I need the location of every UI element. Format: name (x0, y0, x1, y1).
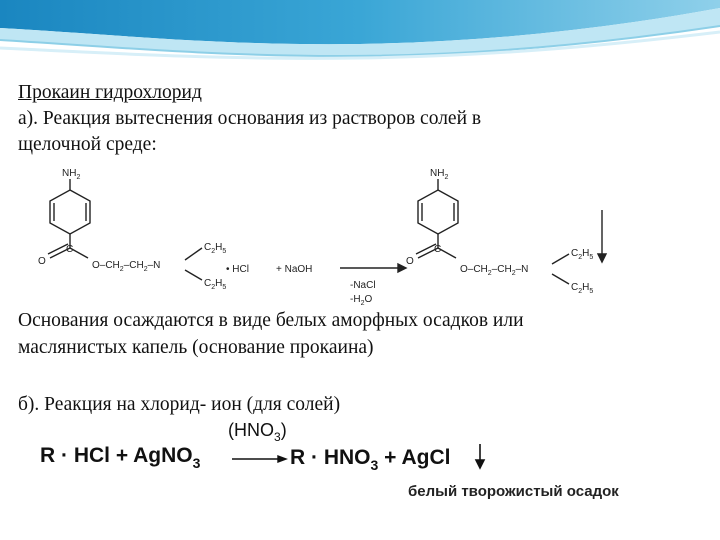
header-wave-decoration (0, 0, 720, 80)
products-label: $R \cdot HNO_3$ + AgCl (290, 446, 451, 473)
carbonyl-o-label-1: O (38, 256, 46, 267)
hcl-salt-label: • HCl (226, 264, 249, 275)
byproduct-h2o: $-H_2O$ (350, 294, 373, 307)
catalyst-label: $(HNO_3)$ (228, 420, 287, 444)
precipitate-note: белый творожистый осадок (408, 483, 619, 500)
naoh-label: + NaOH (276, 264, 313, 275)
procaine-base-reaction-scheme (22, 160, 634, 308)
ester-chain-1: $O-CH_2-CH_2-N$ (92, 260, 161, 273)
carbonyl-o-label-2: O (406, 256, 414, 267)
section-c-text-line2: маслянистых капель (основание прокаина) (18, 337, 374, 358)
section-b-text: б). Реакция на хлорид- ион (для солей) (18, 394, 341, 415)
byproduct-nacl: -NaCl (350, 280, 376, 291)
carbonyl-c-label-1: C (66, 244, 74, 255)
reaction-arrow-1 (340, 264, 406, 272)
page-title: Прокаин гидрохлорид (18, 82, 202, 103)
section-a-text-line2: щелочной среде: (18, 134, 157, 155)
section-c-text-line1: Основания осаждаются в виде белых аморфных осадков или (18, 310, 524, 331)
chloride-test-reaction-scheme (22, 416, 684, 516)
nh2-label-2: $NH_2$ (430, 168, 449, 181)
section-a-text-line1: а). Реакция вытеснения основания из растворов солей в (18, 108, 482, 129)
reactants-label: R · HCl + AgNO$_3$ (40, 444, 201, 471)
ethyl-label-1a: $C_2H_5$ (204, 242, 227, 255)
reaction-arrow-2 (232, 456, 286, 462)
ester-chain-2: $O-CH_2-CH_2-N$ (460, 264, 529, 277)
ethyl-label-2b: $C_2H_5$ (571, 282, 594, 295)
carbonyl-c-label-2: C (434, 244, 442, 255)
ethyl-label-1b: $C_2H_5$ (204, 278, 227, 291)
precipitate-arrow-icon (598, 210, 606, 262)
ethyl-label-2a: $C_2H_5$ (571, 248, 594, 261)
nh2-label-1: $NH_2$ (62, 168, 81, 181)
precipitate-down-arrow-icon (476, 444, 484, 468)
